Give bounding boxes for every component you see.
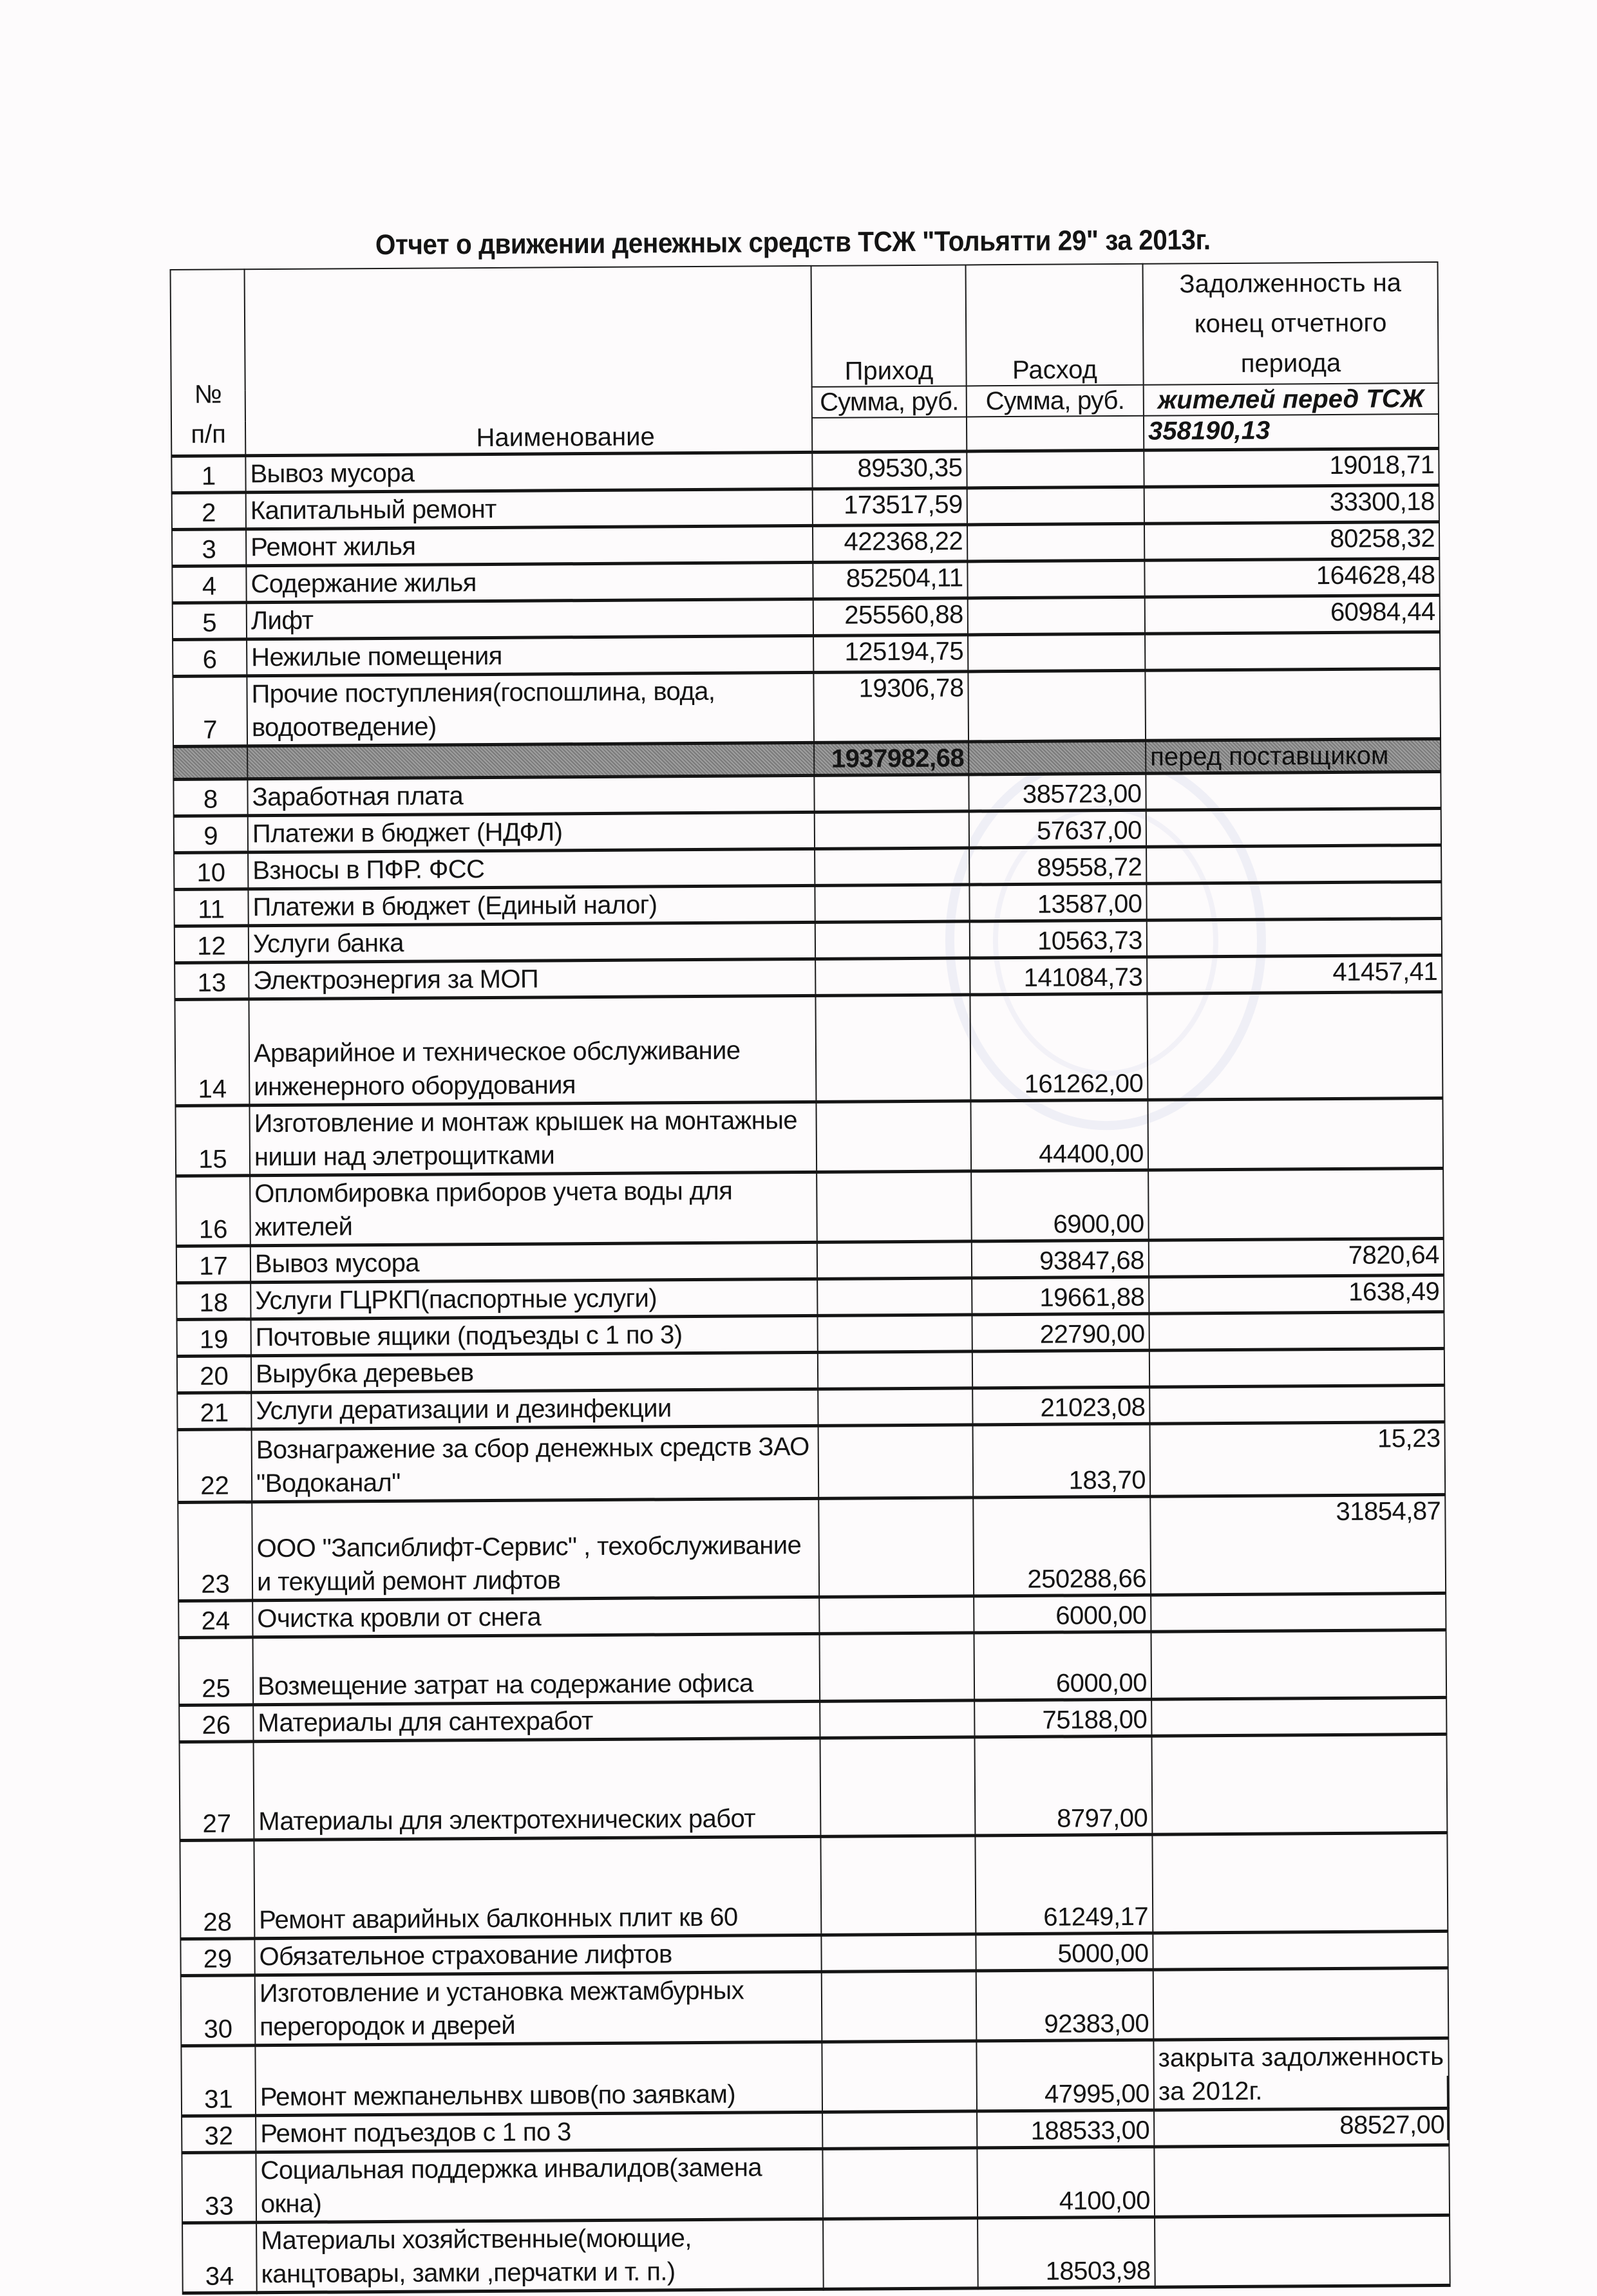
row-income-empty: [822, 2041, 977, 2112]
row-name: Вознагражение за сбор денежных средств ЗАО "Водоканал": [252, 1426, 819, 1501]
row-debt: [1149, 1348, 1444, 1387]
row-name: Возмещение затрат на содержание офиса: [253, 1633, 820, 1704]
row-income: 89530,35: [812, 451, 967, 489]
row-debt: [1151, 1630, 1446, 1699]
row-number: 32: [182, 2116, 256, 2153]
row-income-empty: [822, 2148, 978, 2219]
header-empty-cell: [812, 417, 967, 452]
row-income-empty: [818, 1498, 974, 1597]
row-name: Платежи в бюджет (НДФЛ): [248, 812, 815, 852]
row-expense: 13587,00: [969, 883, 1146, 921]
row-debt: 7820,64: [1149, 1238, 1444, 1277]
debt-supplier-label: перед поставщиком: [1146, 739, 1441, 773]
row-debt: [1146, 771, 1441, 810]
header-num-sub: п/п: [191, 420, 226, 449]
row-debt: [1146, 808, 1441, 847]
row-debt: 19018,71: [1144, 448, 1439, 487]
row-number: 28: [180, 1840, 254, 1939]
row-debt: 33300,18: [1144, 485, 1439, 523]
row-expense: 6000,00: [974, 1595, 1151, 1633]
row-expense: [972, 1350, 1149, 1388]
row-income: 125194,75: [813, 635, 968, 672]
row-expense: 19661,88: [972, 1277, 1149, 1315]
row-expense: 250288,66: [973, 1496, 1151, 1596]
row-debt: [1147, 992, 1442, 1100]
row-number: 7: [173, 676, 247, 747]
row-expense: 10563,73: [970, 920, 1147, 958]
row-expense-empty: [967, 450, 1144, 488]
header-income: Приход: [811, 265, 967, 386]
row-number: 2: [172, 493, 246, 530]
row-expense: 22790,00: [972, 1313, 1149, 1351]
row-expense: 385723,00: [969, 773, 1146, 811]
row-debt: [1145, 668, 1441, 740]
row-name: Заработная плата: [247, 775, 814, 815]
row-debt: [1146, 845, 1441, 883]
row-income-empty: [817, 1278, 972, 1315]
row-number: 17: [176, 1246, 250, 1283]
row-income-empty: [815, 995, 970, 1102]
header-row: [171, 262, 1439, 391]
row-name: Арварийное и техническое обслуживание инженерного оборудования: [249, 995, 816, 1105]
table-row: [181, 1968, 1449, 2046]
row-expense: 18503,98: [978, 2217, 1155, 2288]
row-name: Вывоз мусора: [245, 452, 812, 492]
row-debt: 15,23: [1150, 1422, 1446, 1496]
row-income-empty: [817, 1315, 972, 1352]
row-debt: [1155, 2215, 1450, 2287]
row-name: Услуги дератизации и дезинфекции: [251, 1389, 818, 1429]
header-income-sum: Сумма, руб.: [812, 386, 967, 417]
row-debt: 1638,49: [1149, 1275, 1444, 1313]
row-number: 16: [176, 1176, 250, 1247]
row-income-empty: [814, 775, 969, 812]
header-num-cell: [171, 269, 246, 456]
row-name: Услуги ГЦРКП(паспортные услуги): [250, 1279, 817, 1319]
header-expense: Расход: [966, 264, 1144, 386]
row-income-empty: [818, 1351, 972, 1389]
row-name: Обязательное страхование лифтов: [254, 1935, 821, 1975]
row-number: 9: [174, 816, 248, 853]
row-income-empty: [815, 848, 969, 885]
row-name: Капитальный ремонт: [246, 489, 813, 529]
row-name: Ремонт межпанельнвх швов(по заявкам): [255, 2042, 822, 2115]
expense-section: [173, 771, 1450, 2293]
income-section: [171, 448, 1441, 746]
table-row: [180, 1832, 1448, 1939]
row-debt: 164628,48: [1144, 558, 1439, 597]
row-income-empty: [815, 885, 969, 922]
row-name: Опломбировка приборов учета воды для жителей: [250, 1172, 817, 1245]
row-debt: [1148, 1098, 1443, 1170]
row-income-empty: [817, 1171, 972, 1242]
row-number: 22: [178, 1429, 252, 1503]
row-debt: [1151, 1734, 1447, 1834]
row-number: 12: [175, 926, 249, 963]
row-debt: 80258,32: [1144, 522, 1439, 560]
row-expense: 21023,08: [972, 1387, 1149, 1425]
row-number: 20: [177, 1356, 251, 1393]
row-expense: 89558,72: [969, 847, 1146, 885]
row-income-empty: [816, 1101, 971, 1172]
row-debt: [1152, 1832, 1448, 1933]
row-expense: 8797,00: [974, 1736, 1152, 1836]
row-debt: [1151, 1593, 1446, 1632]
table-row: [176, 1168, 1444, 1246]
row-debt: [1146, 881, 1441, 920]
total-name-cell: [247, 742, 814, 778]
row-name: Материалы хозяйственные(моющие, канцтовары, замки ,перчатки и т. п.): [256, 2219, 824, 2292]
row-number: 5: [173, 603, 247, 640]
table-row: [175, 1098, 1443, 1176]
row-name: Платежи в бюджет (Единый налог): [248, 885, 815, 925]
row-name: Почтовые ящики (подъезды с 1 по 3): [251, 1315, 818, 1355]
header-expense-sum: Сумма, руб.: [967, 385, 1144, 417]
row-name: Нежилые помещения: [247, 635, 813, 675]
header-debt-residents: жителей перед ТСЖ: [1144, 383, 1439, 416]
row-name: Содержание жилья: [246, 562, 813, 602]
table-row: [175, 992, 1442, 1106]
row-income-empty: [822, 2111, 977, 2149]
row-income-empty: [815, 958, 970, 995]
row-number: 21: [177, 1393, 251, 1430]
header-num: №: [194, 380, 222, 409]
row-number: 31: [181, 2046, 256, 2116]
row-name: Электроэнергия за МОП: [249, 959, 815, 999]
table-row: [173, 668, 1441, 746]
header-debt-residents-total: 358190,13: [1144, 414, 1439, 450]
row-debt: 88527,00: [1154, 2108, 1449, 2147]
row-name: Очистка кровли от снега: [252, 1597, 819, 1637]
row-name: Изготовление и монтаж крышек на монтажные ниши над элетрощитками: [249, 1102, 817, 1175]
row-name: Изготовление и установка межтамбурных перегородок и дверей: [255, 1971, 822, 2045]
row-income: 852504,11: [813, 561, 967, 599]
row-income-empty: [820, 1633, 975, 1701]
row-expense: 6900,00: [971, 1170, 1149, 1241]
row-number: 27: [180, 1742, 254, 1841]
row-number: 6: [173, 639, 247, 677]
income-total: 1937982,68: [814, 742, 969, 775]
row-number: 33: [182, 2152, 256, 2223]
row-income-empty: [820, 1700, 974, 1738]
row-number: 25: [179, 1637, 254, 1706]
row-expense-empty: [968, 634, 1145, 672]
report-title: Отчет о движении денежных средств ТСЖ "Тольятти 29" за 2013г.: [375, 224, 1211, 261]
table-row: [179, 1630, 1447, 1705]
table-row: [178, 1422, 1446, 1502]
row-expense-empty: [967, 560, 1144, 598]
table-row: [182, 2145, 1450, 2223]
row-number: 11: [174, 889, 248, 927]
row-expense-empty: [968, 597, 1145, 635]
table-row: [181, 2038, 1449, 2116]
row-name: Ремонт подъездов с 1 по 3: [256, 2112, 822, 2152]
table-row: [178, 1494, 1446, 1601]
row-debt: [1154, 2145, 1450, 2217]
row-name: ООО "Запсиблифт-Сервис" , техобслуживание и текущий ремонт лифтов: [252, 1498, 819, 1600]
row-expense: 92383,00: [976, 1970, 1154, 2041]
row-name: Материалы для сантехработ: [253, 1701, 820, 1741]
row-income-empty: [817, 1241, 972, 1279]
row-number: 3: [172, 529, 246, 567]
row-expense: 141084,73: [970, 957, 1147, 995]
row-expense: 4100,00: [977, 2147, 1155, 2218]
row-debt: [1148, 1168, 1444, 1240]
row-income-empty: [822, 1971, 977, 2042]
row-expense: 161262,00: [970, 993, 1148, 1101]
row-debt: [1145, 632, 1440, 670]
row-income-empty: [815, 921, 970, 959]
row-number: 24: [178, 1601, 252, 1638]
row-income: 19306,78: [813, 672, 969, 742]
row-expense-empty: [967, 487, 1144, 525]
total-num-cell: [173, 746, 247, 780]
row-expense: 188533,00: [977, 2110, 1154, 2148]
row-debt: [1151, 1697, 1446, 1736]
row-income-empty: [821, 1934, 976, 1971]
row-debt: [1153, 1931, 1448, 1970]
row-expense-empty: [968, 670, 1146, 742]
row-name: Лифт: [247, 599, 813, 639]
row-number: 23: [178, 1502, 252, 1601]
row-name: Прочие поступления(госпошлина, вода, водоотведение): [247, 672, 814, 746]
row-expense: 183,70: [973, 1424, 1151, 1498]
row-name: Социальная поддержка инвалидов(замена окна): [256, 2149, 823, 2222]
header-empty-cell: [967, 416, 1144, 451]
table-row: [180, 1734, 1448, 1840]
row-income: 422368,22: [813, 525, 967, 562]
header-name: Наименование: [245, 266, 813, 456]
row-expense: 5000,00: [976, 1933, 1153, 1971]
row-name: Взносы в ПФР. ФСС: [248, 849, 815, 889]
row-expense: 57637,00: [969, 810, 1146, 848]
row-debt: [1149, 1385, 1444, 1424]
table-row: [182, 2215, 1450, 2293]
row-expense: 47995,00: [976, 2040, 1154, 2111]
row-debt: [1147, 918, 1442, 957]
cash-flow-table: [170, 261, 1451, 2295]
row-debt: 31854,87: [1150, 1494, 1446, 1595]
row-expense: 75188,00: [974, 1699, 1151, 1737]
row-expense-empty: [967, 523, 1144, 561]
row-name: Ремонт аварийных балконных плит кв 60: [254, 1836, 821, 1938]
row-debt: 41457,41: [1147, 955, 1442, 993]
row-expense: 61249,17: [975, 1834, 1153, 1934]
row-number: 4: [172, 566, 246, 603]
row-debt: 60984,44: [1145, 595, 1440, 634]
row-income-empty: [820, 1737, 975, 1836]
row-number: 15: [175, 1106, 250, 1176]
row-debt: [1149, 1312, 1444, 1350]
row-number: 14: [175, 999, 249, 1106]
row-number: 29: [180, 1939, 254, 1976]
row-income-empty: [818, 1388, 972, 1426]
row-name: Услуги банка: [249, 922, 815, 962]
row-number: 13: [175, 963, 249, 1000]
row-income-empty: [819, 1596, 974, 1633]
row-income-empty: [823, 2218, 978, 2289]
row-number: 1: [171, 456, 245, 493]
row-income-empty: [820, 1836, 976, 1935]
row-expense: 44400,00: [970, 1100, 1148, 1171]
row-name: Ремонт жилья: [246, 525, 813, 565]
row-name: Вывоз мусора: [250, 1242, 817, 1282]
row-number: 18: [176, 1283, 250, 1320]
row-income-empty: [818, 1425, 974, 1498]
row-income-empty: [815, 811, 969, 849]
row-number: 34: [182, 2223, 257, 2293]
row-number: 8: [173, 779, 247, 816]
row-name: Вырубка деревьев: [251, 1352, 818, 1392]
row-number: 19: [177, 1319, 251, 1357]
row-name: Материалы для электротехнических работ: [254, 1738, 821, 1840]
row-debt: [1153, 1968, 1449, 2040]
table-right-border-tail: [1447, 2076, 1450, 2140]
total-expense-cell: [969, 740, 1146, 775]
row-number: 30: [181, 1975, 256, 2046]
header-debt: Задолженность на конец отчетного периода: [1143, 262, 1439, 385]
row-expense: 93847,68: [972, 1240, 1149, 1278]
row-number: 26: [179, 1705, 253, 1742]
row-expense: 6000,00: [974, 1632, 1152, 1700]
row-number: 10: [174, 852, 248, 890]
row-debt-note: закрыта задолженность за 2012г.: [1153, 2038, 1449, 2110]
row-income: 255560,88: [813, 598, 968, 635]
row-income: 173517,59: [813, 488, 967, 525]
